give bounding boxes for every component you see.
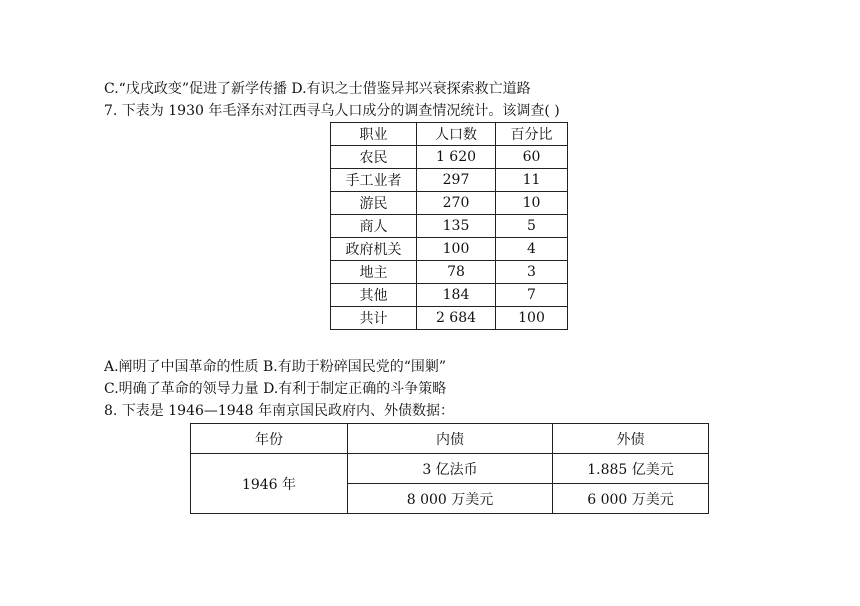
table-row <box>331 146 568 169</box>
table-cell: 其他 <box>331 284 417 307</box>
q7-stem: 7. 下表为 1930 年毛泽东对江西寻乌人口成分的调查情况统计。该调查( ) <box>104 103 560 119</box>
header-cell: 百分比 <box>496 123 568 146</box>
table-cell: 7 <box>496 284 568 307</box>
table-cell: 3 <box>496 261 568 284</box>
table-cell: 1 620 <box>417 146 496 169</box>
table-row <box>331 192 568 215</box>
table-cell: 商人 <box>331 215 417 238</box>
table-cell: 5 <box>496 215 568 238</box>
table-cell: 政府机关 <box>331 238 417 261</box>
table-cell: 135 <box>417 215 496 238</box>
table-cell: 297 <box>417 169 496 192</box>
table-row <box>331 238 568 261</box>
table-cell: 60 <box>496 146 568 169</box>
table-cell: 100 <box>417 238 496 261</box>
year-cell: 1946 年 <box>191 454 348 514</box>
table-cell: 10 <box>496 192 568 215</box>
table-cell: 184 <box>417 284 496 307</box>
table-cell: 共计 <box>331 307 417 330</box>
header-cell: 人口数 <box>417 123 496 146</box>
q6-option-cd: C.“戊戌政变”促进了新学传播 D.有识之士借鉴异邦兴衰探索救亡道路 <box>104 81 531 97</box>
table-row <box>331 169 568 192</box>
header-cell: 内债 <box>348 424 553 454</box>
table-cell: 6 000 万美元 <box>553 484 709 514</box>
table-cell: 4 <box>496 238 568 261</box>
table-header-row <box>331 123 568 146</box>
table-cell: 270 <box>417 192 496 215</box>
table-cell: 农民 <box>331 146 417 169</box>
table-cell: 手工业者 <box>331 169 417 192</box>
table-cell: 11 <box>496 169 568 192</box>
table-row <box>331 284 568 307</box>
table-row <box>331 307 568 330</box>
q7-option-ab: A.阐明了中国革命的性质 B.有助于粉碎国民党的“围剿” <box>104 359 447 375</box>
header-cell: 年份 <box>191 424 348 454</box>
table-cell: 地主 <box>331 261 417 284</box>
table-cell: 78 <box>417 261 496 284</box>
table-cell: 8 000 万美元 <box>348 484 553 514</box>
table-cell: 游民 <box>331 192 417 215</box>
table-cell: 2 684 <box>417 307 496 330</box>
q8-stem: 8. 下表是 1946—1948 年南京国民政府内、外债数据： <box>104 403 454 419</box>
q7-option-cd: C.明确了革命的领导力量 D.有利于制定正确的斗争策略 <box>104 381 447 397</box>
table-header-row <box>191 424 709 454</box>
table-row <box>191 454 709 484</box>
header-cell: 外债 <box>553 424 709 454</box>
header-cell: 职业 <box>331 123 417 146</box>
table-cell: 100 <box>496 307 568 330</box>
table-row <box>331 215 568 238</box>
population-table <box>330 122 568 330</box>
table-row <box>331 261 568 284</box>
table-cell: 3 亿法币 <box>348 454 553 484</box>
debt-table <box>190 423 709 514</box>
table-cell: 1.885 亿美元 <box>553 454 709 484</box>
